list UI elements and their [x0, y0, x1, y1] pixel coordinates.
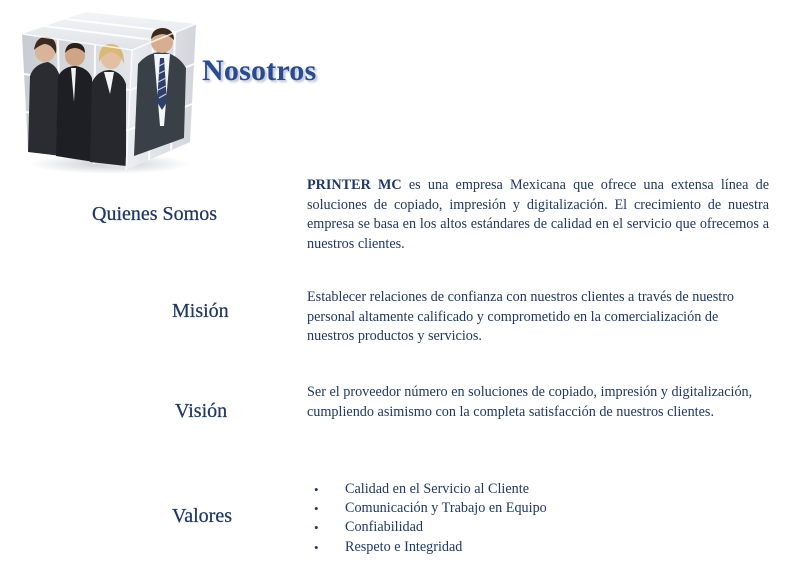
values-list-item — [314, 518, 547, 537]
page-title: Nosotros — [202, 54, 317, 87]
brand-name: PRINTER MC — [307, 177, 402, 193]
bullet-icon: • — [314, 501, 319, 517]
text-quienes-somos-body: es una empresa Mexicana que ofrece una extensa línea de soluciones de copiado, impresión y digitalización. El crecimiento de nuestra empresa se basa en los altos estándares de calidad en el servicio que ofrecemos a nuestros clientes. — [307, 177, 769, 252]
values-item-label: Confiabilidad — [345, 519, 424, 536]
values-item-label: Calidad en el Servicio al Cliente — [345, 481, 529, 497]
text-mision: Establecer relaciones de confianza con nuestros clientes a través de nuestro personal altamente calificado y comprometido en la comercialización de nuestros productos y servicios. — [307, 289, 735, 344]
values-list — [314, 480, 547, 557]
heading-valores: Valores — [172, 505, 232, 527]
values-item-label: Respeto e Integridad — [345, 538, 463, 555]
text-vision: Ser el proveedor número en soluciones de copiado, impresión y digitalización, cumpliendo asimismo con la completa satisfacción de nuestros clientes. — [307, 384, 753, 420]
heading-mision: Misión — [172, 300, 229, 322]
values-list-item — [314, 538, 547, 557]
bullet-icon: • — [314, 520, 319, 536]
bullet-icon: • — [314, 539, 319, 555]
heading-quienes-somos: Quienes Somos — [92, 203, 217, 225]
values-list-item — [314, 480, 547, 499]
values-item-label: Comunicación y Trabajo en Equipo — [345, 500, 547, 517]
heading-vision: Visión — [175, 400, 228, 422]
hero-team-cube-image — [14, 6, 200, 176]
bullet-icon: • — [314, 482, 319, 497]
text-quienes-somos — [307, 176, 769, 254]
values-list-item — [314, 499, 547, 518]
